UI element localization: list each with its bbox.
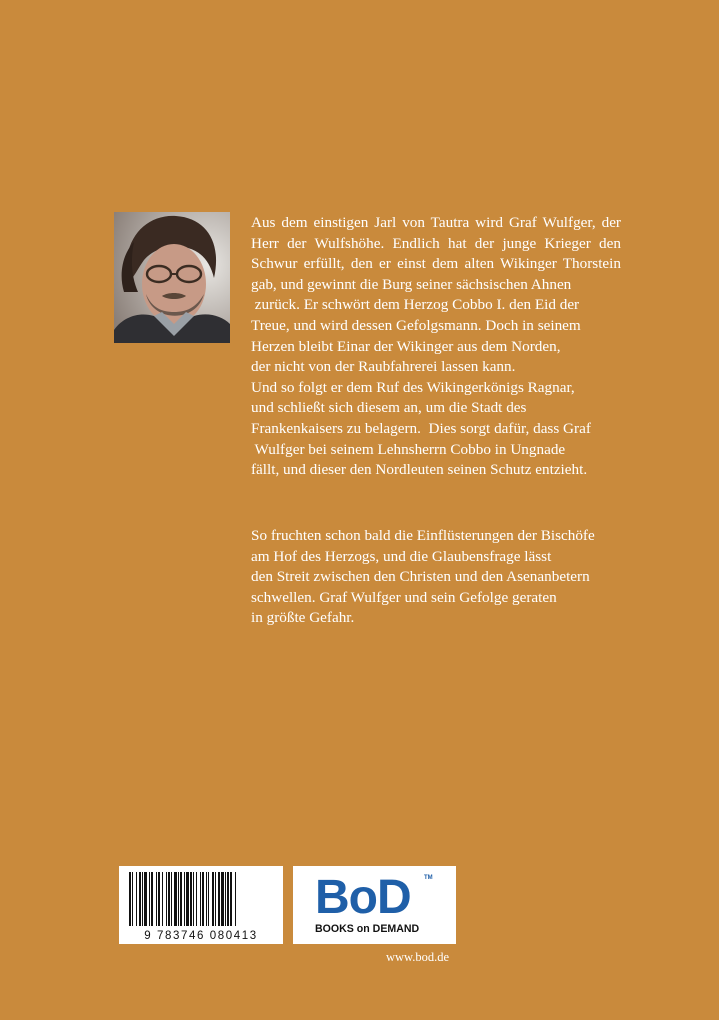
- blurb-line: Aus dem einstigen Jarl von Tautra wird Graf Wulfger, der: [251, 214, 621, 231]
- blurb-paragraph-1: [251, 213, 621, 481]
- blurb-line: und schließt sich diesem an, um die Stadt des: [251, 399, 527, 417]
- barcode-bars: [119, 868, 283, 930]
- blurb-line: So fruchten schon bald die Einflüsterungen der Bischöfe: [251, 527, 595, 544]
- blurb-line: in größte Gefahr.: [251, 609, 355, 627]
- isbn-barcode: [119, 866, 283, 944]
- blurb-line: Herzen bleibt Einar der Wikinger aus dem Norden,: [251, 337, 561, 355]
- blurb-line: der nicht von der Raubfahrerei lassen kann.: [251, 358, 516, 376]
- blurb-line: am Hof des Herzogs, und die Glaubensfrage lässt: [251, 547, 552, 565]
- publisher-url: www.bod.de: [386, 950, 450, 964]
- author-portrait-image: [114, 212, 230, 343]
- blurb-line: den Streit zwischen den Christen und den Asenanbetern: [251, 568, 590, 586]
- blurb-line: Frankenkaisers zu belagern. Dies sorgt dafür, dass Graf: [251, 419, 591, 437]
- blurb-line: Treue, und wird dessen Gefolgsmann. Doch in seinem: [251, 316, 581, 334]
- bod-tagline: BOOKS on DEMAND: [315, 923, 420, 935]
- blurb-line: gab, und gewinnt die Burg seiner sächsischen Ahnen: [251, 275, 572, 293]
- blurb-line: schwellen. Graf Wulfger und sein Gefolge geraten: [251, 588, 557, 606]
- blurb-paragraph-2: [251, 526, 621, 629]
- isbn-digits: 9 783746 080413: [144, 930, 258, 942]
- blurb-line: zurück. Er schwört dem Herzog Cobbo I. den Eid der: [251, 296, 580, 314]
- blurb-line: Schwur erfüllt, den er einst dem alten Wikinger Thorstein: [251, 255, 621, 273]
- author-photo: [114, 212, 230, 343]
- blurb-line: Und so folgt er dem Ruf des Wikingerkönigs Ragnar,: [251, 378, 575, 396]
- bod-logo: BoD: [315, 871, 411, 924]
- bod-trademark: TM: [424, 875, 433, 881]
- blurb-line: Wulfger bei seinem Lehnsherrn Cobbo in Ungnade: [251, 440, 566, 458]
- blurb-line: fällt, und dieser den Nordleuten seinen Schutz entzieht.: [251, 461, 588, 479]
- blurb-line: Herr der Wulfshöhe. Endlich hat der junge Krieger den: [251, 234, 621, 252]
- publisher-logo-box: [293, 866, 456, 944]
